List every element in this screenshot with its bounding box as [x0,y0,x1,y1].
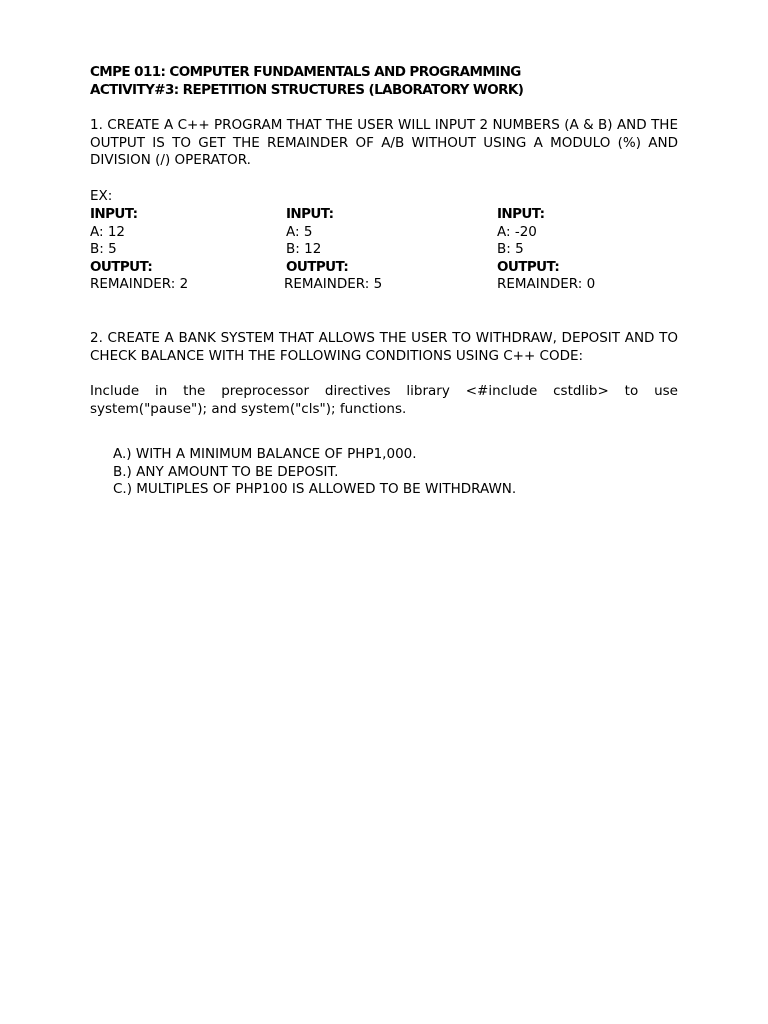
remainder-value: REMAINDER: 0 [497,276,596,293]
examples-table [90,206,690,296]
input-label: INPUT: [497,206,545,222]
input-a-value: A: 5 [286,223,313,240]
input-a-value: A: -20 [497,223,537,240]
conditions-list [113,446,516,499]
output-label: OUTPUT: [497,258,560,275]
input-label: INPUT: [286,206,334,222]
list-item: B.) ANY AMOUNT TO BE DEPOSIT. [113,463,339,480]
input-b-value: B: 5 [497,241,524,258]
example-column [497,206,595,294]
input-b-value: B: 5 [90,241,117,258]
document-header [90,64,678,99]
input-b-value: B: 12 [286,241,322,258]
example-column [90,206,188,294]
question-1-text: 1. CREATE A C++ PROGRAM THAT THE USER WILL INPUT 2 NUMBERS (A & B) AND THE OUTPUT IS TO GET THE REMAINDER OF A/B WITHOUT USING A MODULO (%) AND DIVISION (/) OPERATOR. [90,117,678,169]
input-a-value: A: 12 [90,223,126,240]
example-column [286,206,382,294]
activity-title: ACTIVITY#3: REPETITION STRUCTURES (LABORATORY WORK) [90,81,524,98]
list-item: A.) WITH A MINIMUM BALANCE OF PHP1,000. [113,446,417,462]
remainder-value: REMAINDER: 2 [90,276,189,293]
input-label: INPUT: [90,206,138,222]
list-item: C.) MULTIPLES OF PHP100 IS ALLOWED TO BE WITHDRAWN. [113,481,517,498]
output-label: OUTPUT: [90,258,153,275]
example-label: EX: [90,188,113,204]
preprocessor-note: Include in the preprocessor directives library <#include cstdlib> to use system("pause"); and system("cls"); functions. [90,383,678,417]
course-title: CMPE 011: COMPUTER FUNDAMENTALS AND PROGRAMMING [90,64,521,80]
output-label: OUTPUT: [286,258,349,275]
question-2-text: 2. CREATE A BANK SYSTEM THAT ALLOWS THE USER TO WITHDRAW, DEPOSIT AND TO CHECK BALANCE WITH THE FOLLOWING CONDITIONS USING C++ CODE: [90,330,678,364]
remainder-value: REMAINDER: 5 [284,276,383,293]
